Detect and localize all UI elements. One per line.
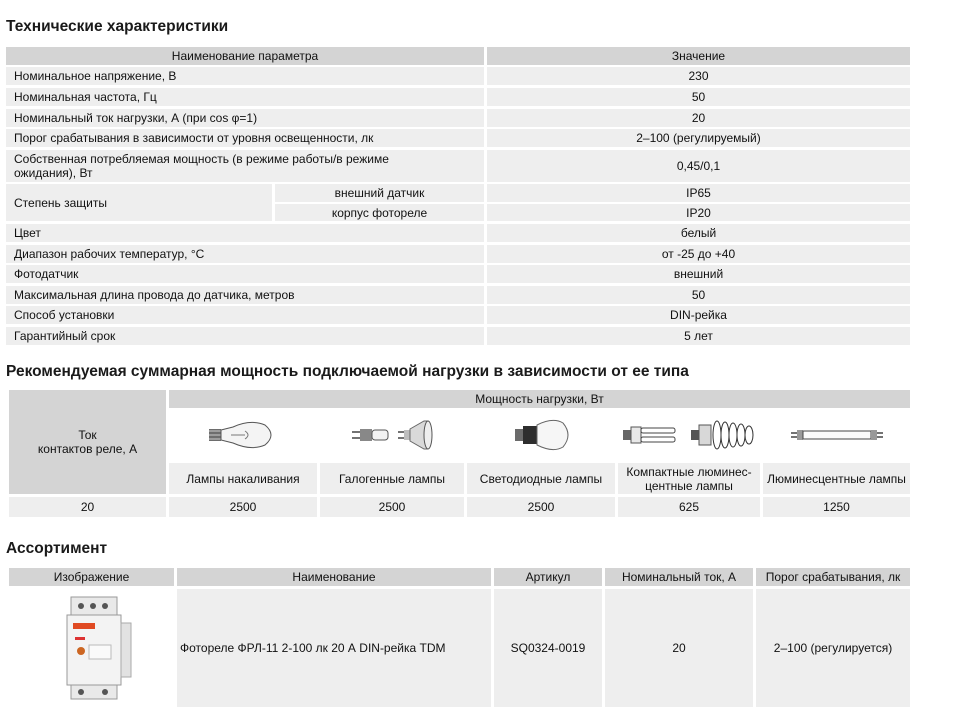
assort-header-current: Номинальный ток, А: [605, 568, 753, 586]
spec-param: Фотодатчик: [6, 265, 484, 283]
spec-param: Порог срабатывания в зависимости от уровня освещенности, лк: [6, 129, 484, 147]
spec-value: 50: [487, 286, 910, 304]
spec-value: 50: [487, 88, 910, 106]
spec-protection-param: Степень защиты: [6, 184, 272, 221]
spec-param: Номинальное напряжение, В: [6, 67, 484, 85]
product-name: Фотореле ФРЛ-11 2-100 лк 20 А DIN-рейка TDM: [177, 589, 491, 707]
compact-fluorescent-icon: [618, 410, 760, 460]
load-value: 2500: [467, 497, 615, 517]
spec-value: 5 лет: [487, 327, 910, 345]
product-image: [9, 589, 174, 707]
spec-param: Номинальная частота, Гц: [6, 88, 484, 106]
spec-param: Цвет: [6, 224, 484, 242]
spec-value: от -25 до +40: [487, 245, 910, 263]
spec-value: внешний: [487, 265, 910, 283]
assort-header-name: Наименование: [177, 568, 491, 586]
spec-value: IP20: [487, 204, 910, 221]
spec-value: 2–100 (регулируемый): [487, 129, 910, 147]
spec-param: Диапазон рабочих температур, °С: [6, 245, 484, 263]
relay-current-value: 20: [9, 497, 166, 517]
relay-current-header: Ток контактов реле, А: [9, 390, 166, 494]
specs-header-param: Наименование параметра: [6, 47, 484, 65]
product-article: SQ0324-0019: [494, 589, 602, 707]
spec-protection-sub: внешний датчик: [275, 184, 484, 202]
load-type-label: Компактные люминес- центные лампы: [618, 463, 760, 494]
spec-protection-sub: корпус фотореле: [275, 204, 484, 221]
load-type-label: Светодиодные лампы: [467, 463, 615, 494]
halogen-lamps-icon: [320, 410, 464, 460]
power-header: Мощность нагрузки, Вт: [169, 390, 910, 408]
spec-param: Собственная потребляемая мощность (в режиме работы/в режиме ожидания), Вт: [6, 150, 484, 182]
spec-value: 20: [487, 109, 910, 127]
spec-param: Максимальная длина провода до датчика, метров: [6, 286, 484, 304]
spec-value: белый: [487, 224, 910, 242]
specs-header-value: Значение: [487, 47, 910, 65]
product-current: 20: [605, 589, 753, 707]
load-type-label: Люминесцентные лампы: [763, 463, 910, 494]
spec-value: 0,45/0,1: [487, 150, 910, 182]
spec-value: 230: [487, 67, 910, 85]
assort-header-image: Изображение: [9, 568, 174, 586]
load-value: 2500: [320, 497, 464, 517]
spec-value: DIN-рейка: [487, 306, 910, 324]
load-value: 2500: [169, 497, 317, 517]
specs-title: Технические характеристики: [6, 18, 229, 35]
load-type-label: Галогенные лампы: [320, 463, 464, 494]
load-value: 625: [618, 497, 760, 517]
led-bulb-icon: [467, 410, 615, 460]
fluorescent-tube-icon: [763, 410, 910, 460]
spec-param: Способ установки: [6, 306, 484, 324]
product-threshold: 2–100 (регулируется): [756, 589, 910, 707]
assort-header-article: Артикул: [494, 568, 602, 586]
spec-param: Номинальный ток нагрузки, А (при cos φ=1): [6, 109, 484, 127]
incandescent-bulb-icon: [169, 410, 317, 460]
load-value: 1250: [763, 497, 910, 517]
load-type-label: Лампы накаливания: [169, 463, 317, 494]
assortment-title: Ассортимент: [6, 540, 108, 557]
spec-value: IP65: [487, 184, 910, 202]
assort-header-threshold: Порог срабатывания, лк: [756, 568, 910, 586]
spec-param: Гарантийный срок: [6, 327, 484, 345]
load-title: Рекомендуемая суммарная мощность подключаемой нагрузки в зависимости от ее типа: [6, 363, 689, 380]
